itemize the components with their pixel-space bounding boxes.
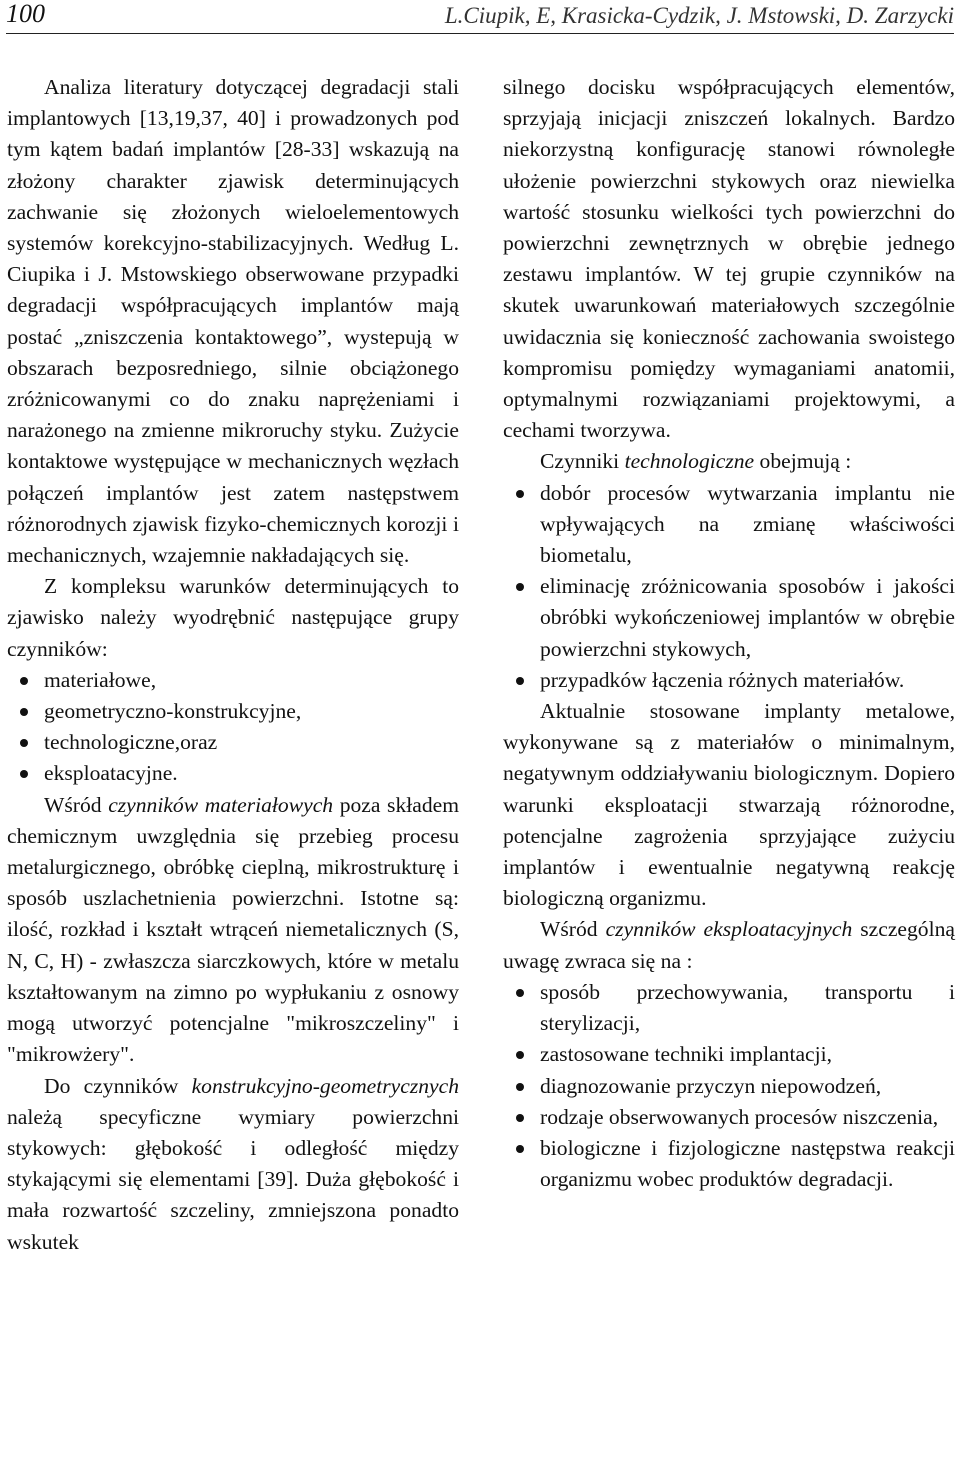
- paragraph-factor-groups: Z kompleksu warunków determinujących to zjawisko należy wyodrębnić następujące grupy czynników:: [7, 574, 459, 661]
- paragraph-contact-surfaces: silnego docisku współpracujących elementów, sprzyjają inicjacji zniszczeń lokalnych. Bardzo niekorzystną konfigurację stanowi równoległe ułożenie powierzchni stykowych oraz niewielka wartość stosunku wielkości tych powierzchni do powierzchni zewnętrznych w obrębie jednego zestawu implantów. W tej grupie czynników na skutek uwarunkowań materiałowych szczególnie uwidacznia się konieczność zachowania swoistego kompromisu pomiędzy wymaganiami anatomii, optymalnymi rozwiązaniami projektowymi, a cechami tworzywa.: [503, 75, 955, 443]
- technological-factors-list: [503, 478, 955, 696]
- list-item: eksploatacyjne.: [7, 758, 459, 789]
- list-item: geometryczno-konstrukcyjne,: [7, 696, 459, 727]
- operational-factors-list: [503, 977, 955, 1195]
- list-item: eliminację zróżnicowania sposobów i jakości obróbki wykończeniowej implantów w obrębie powierzchni stykowych,: [503, 571, 955, 665]
- running-head-authors: L.Ciupik, E, Krasicka-Cydzik, J. Mstowski, D. Zarzycki: [444, 3, 954, 28]
- left-column: [7, 72, 459, 1258]
- factor-groups-list: [7, 665, 459, 790]
- list-item: sposób przechowywania, transportu i sterylizacji,: [503, 977, 955, 1039]
- list-item: rodzaje obserwowanych procesów niszczenia,: [503, 1102, 955, 1133]
- paragraph-material-factors: Wśród czynników materiałowych poza składem chemicznym uwzględnia się przebieg procesu metalurgicznego, obróbkę cieplną, mikrostrukturę i sposób uszlachetnienia powierzchni. Istotne są: ilość, rozkład i kształt wtrąceń niemetalicznych (S, N, C, H) - zwłaszcza siarczkowych, które w metalu kształtowanym na zimno po wypłukaniu z osnowy mogą utworzyć potencjalne "mikroszczeliny" i "mikrowżery".: [7, 792, 460, 1067]
- list-item: materiałowe,: [7, 665, 459, 696]
- paragraph-current-implants: Aktualnie stosowane implanty metalowe, wykonywane są z materiałów o minimalnym, negatywnym oddziaływaniu biologicznym. Dopiero warunki eksploatacji stwarzają różnorodne, potencjalne zagrożenia sprzyjające zużyciu implantów i ewentualnie negatywną reakcję biologiczną organizmu.: [503, 699, 955, 911]
- paragraph-technological-factors: Czynniki technologiczne obejmują :: [540, 449, 852, 474]
- running-header: [6, 0, 954, 34]
- list-item: przypadków łączenia różnych materiałów.: [503, 665, 955, 696]
- right-column: [503, 72, 955, 1195]
- list-item: technologiczne,oraz: [7, 727, 459, 758]
- list-item: zastosowane techniki implantacji,: [503, 1039, 955, 1070]
- paragraph-operational-factors: Wśród czynników eksploatacyjnych szczególną uwagę zwraca się na :: [503, 917, 955, 973]
- list-item: diagnozowanie przyczyn niepowodzeń,: [503, 1071, 955, 1102]
- paragraph-literature-analysis: Analiza literatury dotyczącej degradacji stali implantowych [13,19,37, 40] i prowadzonych pod tym kątem badań implantów [28-33] wskazują na złożony charakter zjawisk determinujących zachwanie się złożonych wieloelementowych systemów korekcyjno-stabilizacyjnych. Według L. Ciupika i J. Mstowskiego obserwowane przypadki degradacji współpracujących implantów mają postać „zniszczenia kontaktowego”, wystepują w obszarach bezposredniego, silnie obciążonego zróżnicowanymi co do znaku naprężeniami i narażonego na zmienne mikroruchy styku. Zużycie kontaktowe występujące w mechanicznych węzłach połączeń implantów jest zatem następstwem różnorodnych zjawisk fizyko-chemicznych korozji i mechanicznych, wzajemnie nakładających się.: [7, 75, 459, 568]
- list-item: biologiczne i fizjologiczne następstwa reakcji organizmu wobec produktów degradacji.: [503, 1133, 955, 1195]
- paragraph-construction-factors: Do czynników konstrukcyjno-geometrycznych należą specyficzne wymiary powierzchni stykowych: głębokość i odległość między stykającymi się elementami [39]. Duża głębokość i mała rozwartość szczeliny, zmniejszona ponadto wskutek: [7, 1073, 459, 1254]
- list-item: dobór procesów wytwarzania implantu nie wpływających na zmianę właściwości biometalu,: [503, 478, 955, 572]
- page-number: 100: [6, 0, 45, 28]
